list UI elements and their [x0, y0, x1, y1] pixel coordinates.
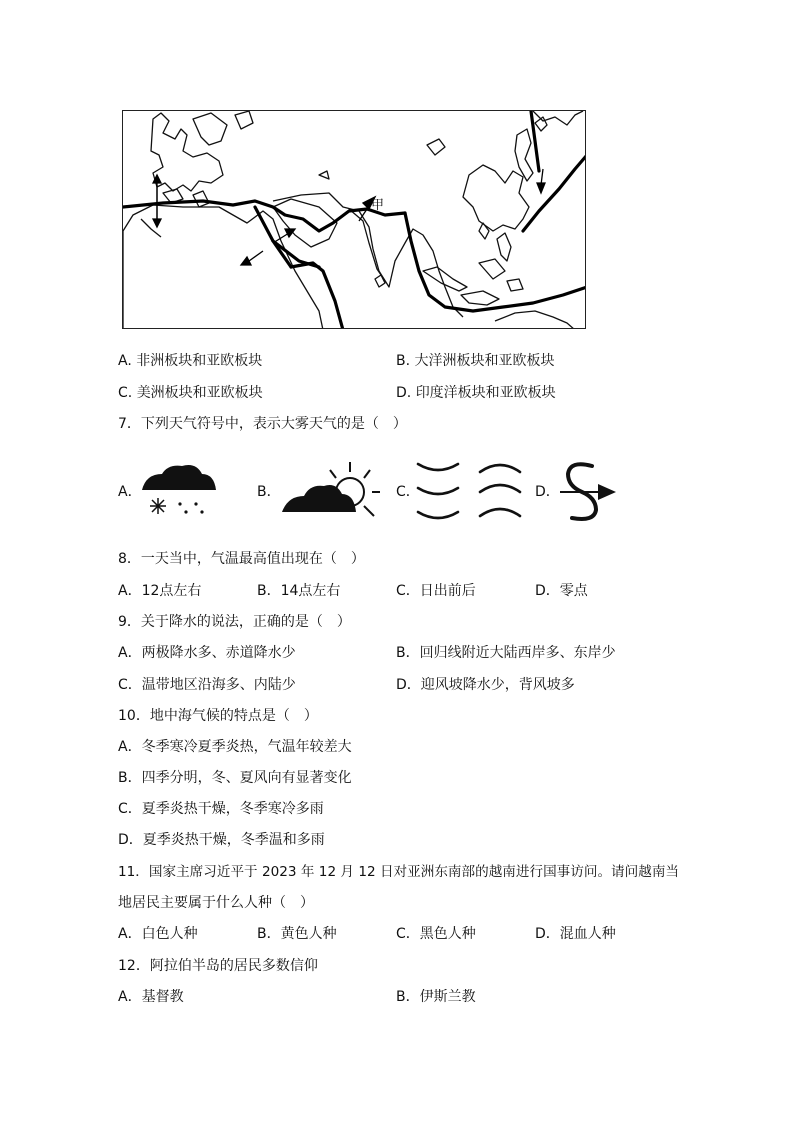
option-letter: A．	[118, 989, 142, 1005]
option-text: 日出前后	[419, 583, 476, 599]
map-label-jia: 甲	[371, 198, 385, 213]
q11-option-c[interactable]	[396, 925, 476, 943]
option-letter: D．	[118, 832, 143, 848]
option-letter: D．	[396, 677, 421, 693]
option-letter: A.	[118, 353, 132, 369]
option-letter: B.	[396, 353, 411, 369]
option-text: 14点左右	[280, 583, 341, 599]
option-text: 12点左右	[141, 583, 202, 599]
option-text: 四季分明，冬、夏风向有显著变化	[141, 770, 352, 786]
option-letter: D.	[396, 385, 412, 401]
option-letter: B．	[396, 989, 420, 1005]
q8-option-d[interactable]	[535, 582, 588, 600]
sun-behind-cloud-icon[interactable]	[280, 460, 380, 526]
option-letter: C．	[396, 926, 420, 942]
q10-option-d[interactable]	[118, 831, 325, 849]
q10-option-c[interactable]	[118, 800, 324, 818]
q11-stem-line1: 11．国家主席习近平于 2023 年 12 月 12 日对亚洲东南部的越南进行国事访问。请问越南当	[118, 864, 680, 880]
q10-option-a[interactable]	[118, 738, 352, 756]
option-letter: C.	[118, 385, 133, 401]
map-drawing	[123, 111, 586, 329]
q8-stem: 8．一天当中，气温最高值出现在（ ）	[118, 551, 365, 567]
option-letter: A．	[118, 583, 142, 599]
option-letter: D．	[535, 926, 560, 942]
option-text: 大洋洲板块和亚欧板块	[414, 353, 555, 369]
q6-option-a[interactable]	[118, 352, 262, 370]
q9-option-d[interactable]	[396, 676, 575, 694]
snow-cloud-icon[interactable]	[140, 460, 220, 524]
option-text: 温带地区沿海多、内陆少	[141, 677, 296, 693]
q9-option-b[interactable]	[396, 644, 616, 662]
q6-option-b[interactable]	[396, 352, 555, 370]
option-text: 冬季寒冷夏季炎热，气温年较差大	[141, 739, 352, 755]
option-text: 夏季炎热干燥，冬季寒冷多雨	[141, 801, 324, 817]
option-text: 基督教	[141, 989, 184, 1005]
option-text: 伊斯兰教	[419, 989, 476, 1005]
q9-option-c[interactable]	[118, 676, 296, 694]
q8-option-b[interactable]	[257, 582, 340, 600]
option-text: 零点	[559, 583, 588, 599]
q10-stem: 10．地中海气候的特点是（ ）	[118, 708, 318, 724]
fog-icon[interactable]	[416, 458, 524, 528]
q8-option-a[interactable]	[118, 582, 201, 600]
option-letter: A．	[118, 645, 142, 661]
option-letter: B．	[396, 645, 420, 661]
option-text: 美洲板块和亚欧板块	[136, 385, 263, 401]
q9-option-a[interactable]	[118, 644, 296, 662]
q7-option-d-letter[interactable]: D．	[535, 484, 560, 500]
q11-stem-line2: 地居民主要属于什么人种（ ）	[118, 895, 314, 911]
plate-boundary-map	[122, 110, 586, 329]
option-text: 迎风坡降水少，背风坡多	[420, 677, 575, 693]
q11-option-d[interactable]	[535, 925, 616, 943]
q12-option-b[interactable]	[396, 988, 476, 1006]
q12-stem: 12．阿拉伯半岛的居民多数信仰	[118, 958, 318, 974]
q6-option-c[interactable]	[118, 384, 263, 402]
option-letter: C．	[118, 677, 142, 693]
option-letter: D．	[535, 583, 560, 599]
q6-option-d[interactable]	[396, 384, 556, 402]
option-text: 印度洋板块和亚欧板块	[415, 385, 556, 401]
option-text: 夏季炎热干燥，冬季温和多雨	[142, 832, 325, 848]
option-text: 混血人种	[559, 926, 616, 942]
q9-stem: 9．关于降水的说法，正确的是（ ）	[118, 614, 351, 630]
option-letter: A．	[118, 739, 142, 755]
option-text: 两极降水多、赤道降水少	[141, 645, 296, 661]
q12-option-a[interactable]	[118, 988, 184, 1006]
q7-stem: 7．下列天气符号中，表示大雾天气的是（ ）	[118, 416, 407, 432]
option-letter: B．	[257, 926, 281, 942]
option-letter: B．	[118, 770, 142, 786]
option-text: 黑色人种	[419, 926, 476, 942]
option-text: 非洲板块和亚欧板块	[136, 353, 263, 369]
q7-option-c-letter[interactable]: C．	[396, 484, 420, 500]
option-letter: C．	[396, 583, 420, 599]
option-text: 白色人种	[141, 926, 198, 942]
option-letter: B．	[257, 583, 281, 599]
option-letter: A．	[118, 926, 142, 942]
q11-option-b[interactable]	[257, 925, 337, 943]
wind-icon[interactable]	[558, 460, 620, 528]
q10-option-b[interactable]	[118, 769, 352, 787]
q11-option-a[interactable]	[118, 925, 198, 943]
q7-option-a-letter[interactable]: A．	[118, 484, 142, 500]
q7-option-b-letter[interactable]: B．	[257, 484, 281, 500]
option-text: 回归线附近大陆西岸多、东岸少	[419, 645, 616, 661]
q8-option-c[interactable]	[396, 582, 476, 600]
option-text: 黄色人种	[280, 926, 337, 942]
option-letter: C．	[118, 801, 142, 817]
